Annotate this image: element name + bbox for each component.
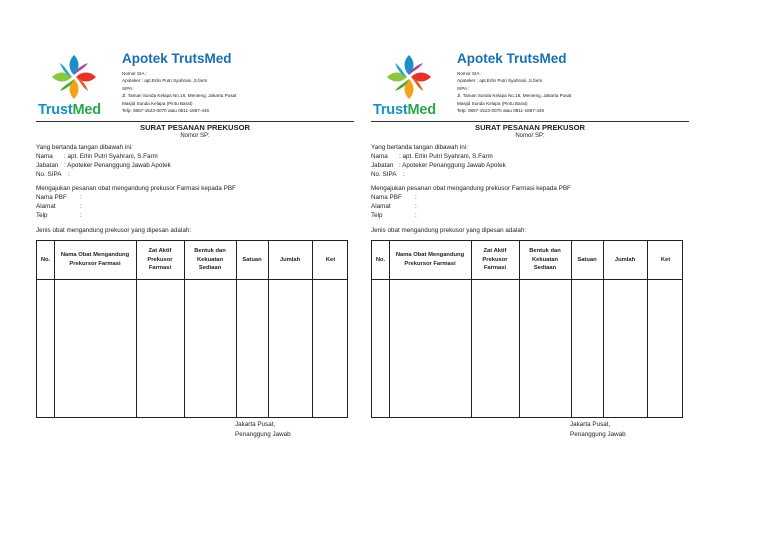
signer-position-value: : Apoteker Penanggung Jawab Apotek (399, 162, 506, 169)
order-form-left (36, 45, 354, 445)
supplier-name-colon: : (80, 194, 82, 201)
supplier-intro: Mengajukan pesanan obat mengandung prekusor Farmasi kepada PBF (371, 185, 571, 192)
col-header-dosage-form: Bentuk dan Kekuatan Sediaan (194, 247, 226, 272)
pharmacy-name: Apotek TrutsMed (457, 51, 567, 66)
supplier-phone-label: Telp (371, 212, 383, 219)
header-divider (36, 121, 354, 122)
table-intro: Jenis obat mengandung prekusor yang dipesan adalah: (36, 227, 192, 234)
info-sipa: SIPA : (122, 85, 135, 91)
signer-position-label: Jabatan (371, 162, 394, 169)
order-form-right (371, 45, 689, 445)
col-header-no: No. (375, 256, 386, 263)
trustmed-logo (373, 53, 449, 119)
logo-wordmark: TrustMed (38, 102, 101, 118)
signer-sipa-label: No. SIPA (371, 171, 397, 178)
signer-position-label: Jabatan (36, 162, 59, 169)
document-number: Nomor SP: (515, 133, 545, 139)
info-phone: Telp: 0857-1523-0070 atau 0811-1887-446 (122, 108, 210, 114)
info-landmark: Masjid Sunda Kelapa (Pintu Barat) (457, 100, 528, 106)
order-table (36, 240, 348, 418)
col-header-quantity: Jumlah (614, 256, 636, 263)
info-apoteker: Apoteker : apt.Erlin Putri Syahrani.,S.farm (122, 78, 208, 84)
supplier-phone-row (36, 212, 82, 219)
info-landmark: Masjid Sunda Kelapa (Pintu Barat) (122, 100, 193, 106)
column-divider (54, 241, 55, 417)
col-header-drug-name: Nama Obat Mengandung Prekursor Farmasi (395, 252, 465, 267)
signature-role: Penanggung Jawab (235, 431, 291, 438)
column-divider (136, 241, 137, 417)
signer-position-row (36, 162, 171, 169)
column-divider (471, 241, 472, 417)
supplier-name-label: Nama PBF (371, 194, 402, 201)
signature-role: Penanggung Jawab (570, 431, 626, 438)
signature-place: Jakarta Pusat, (570, 421, 611, 428)
col-header-no: No. (40, 256, 51, 263)
supplier-phone-label: Telp (36, 212, 48, 219)
col-header-active-ingredient: Zat Aktif Prekusor Farmasi (482, 247, 508, 272)
info-sipa: SIPA : (457, 85, 470, 91)
supplier-address-colon: : (80, 203, 82, 210)
table-intro: Jenis obat mengandung prekusor yang dipesan adalah: (371, 227, 527, 234)
trustmed-logo (38, 53, 114, 119)
logo-wordmark: TrustMed (373, 102, 436, 118)
pharmacy-cross-icon (385, 53, 433, 101)
info-address: Jl. Taman Sunda Kelapa No.16, Menteng, Jakarta Pusat (457, 93, 572, 99)
column-divider (184, 241, 185, 417)
document-number: Nomor SP: (180, 133, 210, 139)
col-header-active-ingredient: Zat Aktif Prekusor Farmasi (147, 247, 173, 272)
supplier-name-row (371, 194, 417, 201)
signer-position-value: : Apoteker Penanggung Jawab Apotek (64, 162, 171, 169)
column-divider (389, 241, 390, 417)
supplier-phone-row (371, 212, 417, 219)
info-address: Jl. Taman Sunda Kelapa No.16, Menteng, Jakarta Pusat (122, 93, 237, 99)
signer-name-value: : apt. Erlin Putri Syahrani, S.Farm (64, 153, 158, 160)
supplier-phone-colon: : (415, 212, 417, 219)
supplier-address-label: Alamat (36, 203, 56, 210)
supplier-name-label: Nama PBF (36, 194, 67, 201)
info-sia: Nomor SIA : (122, 71, 147, 76)
signer-sipa-value: : (68, 171, 70, 178)
column-divider (312, 241, 313, 417)
signer-name-label: Nama (36, 153, 53, 160)
column-divider (519, 241, 520, 417)
signer-name-value: : apt. Erlin Putri Syahrani, S.Farm (399, 153, 493, 160)
signer-name-label: Nama (371, 153, 388, 160)
signer-sipa-row (36, 171, 70, 178)
document-title: SURAT PESANAN PREKUSOR (140, 123, 250, 132)
signer-name-row (371, 153, 493, 160)
pharmacy-info (122, 70, 236, 114)
supplier-address-colon: : (415, 203, 417, 210)
info-apoteker: Apoteker : apt.Erlin Putri Syahrani.,S.farm (457, 78, 543, 84)
document-title: SURAT PESANAN PREKUSOR (475, 123, 585, 132)
col-header-unit: Satuan (242, 256, 262, 263)
pharmacy-cross-icon (50, 53, 98, 101)
col-header-notes: Ket (660, 256, 671, 263)
signer-sipa-row (371, 171, 405, 178)
signer-intro: Yang bertanda tangan dibawah ini: (371, 144, 468, 151)
signer-sipa-label: No. SIPA (36, 171, 62, 178)
supplier-address-label: Alamat (371, 203, 391, 210)
signer-sipa-value: : (403, 171, 405, 178)
col-header-unit: Satuan (577, 256, 597, 263)
supplier-phone-colon: : (80, 212, 82, 219)
col-header-quantity: Jumlah (279, 256, 301, 263)
supplier-name-colon: : (415, 194, 417, 201)
signer-position-row (371, 162, 506, 169)
column-divider (268, 241, 269, 417)
supplier-name-row (36, 194, 82, 201)
header-row-divider (37, 279, 347, 280)
col-header-notes: Ket (325, 256, 336, 263)
column-divider (647, 241, 648, 417)
column-divider (603, 241, 604, 417)
supplier-intro: Mengajukan pesanan obat mengandung prekusor Farmasi kepada PBF (36, 185, 236, 192)
info-phone: Telp: 0857-1523-0070 atau 0811-1887-446 (457, 108, 545, 114)
pharmacy-info (457, 70, 571, 114)
info-sia: Nomor SIA : (457, 71, 482, 76)
header-row-divider (372, 279, 682, 280)
supplier-address-row (36, 203, 82, 210)
column-divider (236, 241, 237, 417)
header-divider (371, 121, 689, 122)
signature-place: Jakarta Pusat, (235, 421, 276, 428)
col-header-dosage-form: Bentuk dan Kekuatan Sediaan (529, 247, 561, 272)
col-header-drug-name: Nama Obat Mengandung Prekursor Farmasi (60, 252, 130, 267)
signer-name-row (36, 153, 158, 160)
signer-intro: Yang bertanda tangan dibawah ini: (36, 144, 133, 151)
column-divider (571, 241, 572, 417)
order-table (371, 240, 683, 418)
pharmacy-name: Apotek TrutsMed (122, 51, 232, 66)
supplier-address-row (371, 203, 417, 210)
